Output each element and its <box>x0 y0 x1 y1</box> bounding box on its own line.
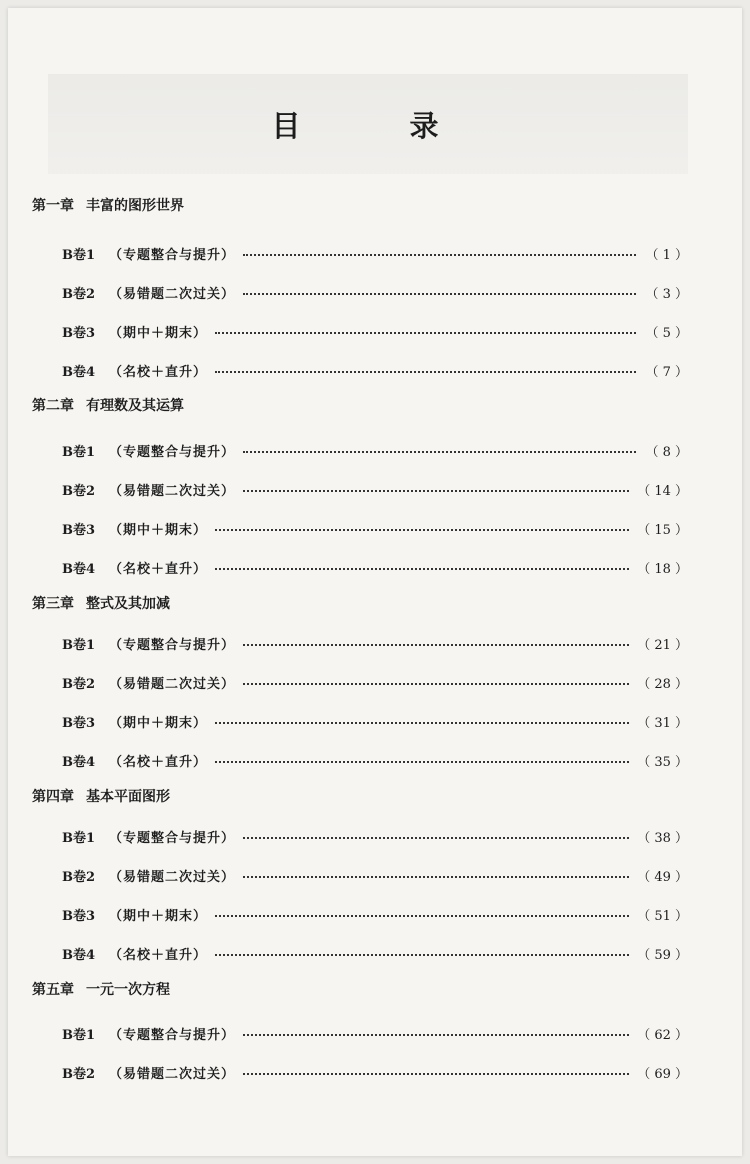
volume-label: B卷2 <box>62 286 96 302</box>
volume-description: （期中＋期末） <box>109 715 208 731</box>
volume-label: B卷2 <box>62 483 96 499</box>
chapter-number: 第二章 <box>32 398 74 414</box>
dot-leader <box>243 644 629 646</box>
page-number: （ 18 ） <box>637 561 688 577</box>
page-number: （ 31 ） <box>637 715 688 731</box>
page-number: （ 35 ） <box>637 754 688 770</box>
chapter-number: 第五章 <box>32 982 74 998</box>
chapter-title: 有理数及其运算 <box>86 398 184 414</box>
dot-leader <box>215 371 636 373</box>
dot-leader <box>243 1073 629 1075</box>
page-number: （ 28 ） <box>637 676 688 692</box>
chapter-title: 一元一次方程 <box>86 982 170 998</box>
chapter-number: 第三章 <box>32 596 74 612</box>
chapter-number: 第四章 <box>32 789 74 805</box>
dot-leader <box>243 837 629 839</box>
volume-description: （期中＋期末） <box>109 325 208 341</box>
chapter-number: 第一章 <box>32 198 74 214</box>
volume-description: （名校＋直升） <box>109 364 208 380</box>
volume-label: B卷3 <box>62 522 96 538</box>
dot-leader <box>215 954 629 956</box>
toc-entry[interactable] <box>62 672 688 692</box>
volume-label: B卷1 <box>62 444 96 460</box>
volume-description: （专题整合与提升） <box>109 247 236 263</box>
toc-entry[interactable] <box>62 557 688 577</box>
volume-description: （易错题二次过关） <box>109 869 236 885</box>
toc-entry[interactable] <box>62 711 688 731</box>
chapter-heading <box>32 787 170 807</box>
toc-entry[interactable] <box>62 1062 688 1082</box>
toc-entry[interactable] <box>62 750 688 770</box>
volume-label: B卷3 <box>62 715 96 731</box>
chapter-heading <box>32 594 170 614</box>
volume-description: （名校＋直升） <box>109 561 208 577</box>
chapter-title: 基本平面图形 <box>86 789 170 805</box>
toc-entry[interactable] <box>62 360 688 380</box>
page-number: （ 7 ） <box>645 364 688 380</box>
volume-description: （易错题二次过关） <box>109 1066 236 1082</box>
page-number: （ 38 ） <box>637 830 688 846</box>
chapter-heading <box>32 196 184 216</box>
dot-leader <box>215 529 629 531</box>
chapter-title: 丰富的图形世界 <box>86 198 184 214</box>
volume-description: （名校＋直升） <box>109 754 208 770</box>
volume-description: （易错题二次过关） <box>109 676 236 692</box>
page-number: （ 21 ） <box>637 637 688 653</box>
page-number: （ 62 ） <box>637 1027 688 1043</box>
chapter-heading <box>32 396 184 416</box>
toc-entry[interactable] <box>62 1023 688 1043</box>
toc-entry[interactable] <box>62 440 688 460</box>
page-number: （ 5 ） <box>645 325 688 341</box>
document-page <box>8 8 742 1156</box>
toc-entry[interactable] <box>62 282 688 302</box>
volume-label: B卷2 <box>62 869 96 885</box>
dot-leader <box>243 293 636 295</box>
volume-description: （易错题二次过关） <box>109 483 236 499</box>
volume-label: B卷4 <box>62 754 96 770</box>
toc-entry[interactable] <box>62 865 688 885</box>
toc-entry[interactable] <box>62 826 688 846</box>
page-number: （ 15 ） <box>637 522 688 538</box>
dot-leader <box>243 1034 629 1036</box>
dot-leader <box>215 332 636 334</box>
toc-entry[interactable] <box>62 479 688 499</box>
toc-entry[interactable] <box>62 904 688 924</box>
volume-description: （专题整合与提升） <box>109 830 236 846</box>
volume-label: B卷2 <box>62 1066 96 1082</box>
toc-entry[interactable] <box>62 518 688 538</box>
page-number: （ 49 ） <box>637 869 688 885</box>
chapter-title: 整式及其加减 <box>86 596 170 612</box>
volume-label: B卷4 <box>62 947 96 963</box>
volume-label: B卷1 <box>62 830 96 846</box>
page-number: （ 8 ） <box>645 444 688 460</box>
dot-leader <box>215 761 629 763</box>
toc-entry[interactable] <box>62 321 688 341</box>
volume-description: （易错题二次过关） <box>109 286 236 302</box>
toc-entry[interactable] <box>62 943 688 963</box>
dot-leader <box>243 683 629 685</box>
volume-label: B卷1 <box>62 637 96 653</box>
dot-leader <box>243 451 636 453</box>
volume-description: （期中＋期末） <box>109 522 208 538</box>
dot-leader <box>215 722 629 724</box>
volume-label: B卷3 <box>62 908 96 924</box>
dot-leader <box>243 254 636 256</box>
volume-description: （专题整合与提升） <box>109 637 236 653</box>
volume-label: B卷4 <box>62 561 96 577</box>
volume-description: （期中＋期末） <box>109 908 208 924</box>
toc-entry[interactable] <box>62 243 688 263</box>
volume-label: B卷1 <box>62 247 96 263</box>
dot-leader <box>215 568 629 570</box>
dot-leader <box>215 915 629 917</box>
page-number: （ 1 ） <box>645 247 688 263</box>
toc-entry[interactable] <box>62 633 688 653</box>
page-number: （ 51 ） <box>637 908 688 924</box>
page-number: （ 3 ） <box>645 286 688 302</box>
volume-label: B卷4 <box>62 364 96 380</box>
volume-label: B卷3 <box>62 325 96 341</box>
chapter-heading <box>32 980 170 1000</box>
volume-label: B卷1 <box>62 1027 96 1043</box>
volume-description: （名校＋直升） <box>109 947 208 963</box>
volume-description: （专题整合与提升） <box>109 444 236 460</box>
page-number: （ 14 ） <box>637 483 688 499</box>
volume-label: B卷2 <box>62 676 96 692</box>
volume-description: （专题整合与提升） <box>109 1027 236 1043</box>
page-title: 目 录 <box>271 109 479 143</box>
dot-leader <box>243 490 629 492</box>
dot-leader <box>243 876 629 878</box>
page-number: （ 69 ） <box>637 1066 688 1082</box>
page-number: （ 59 ） <box>637 947 688 963</box>
